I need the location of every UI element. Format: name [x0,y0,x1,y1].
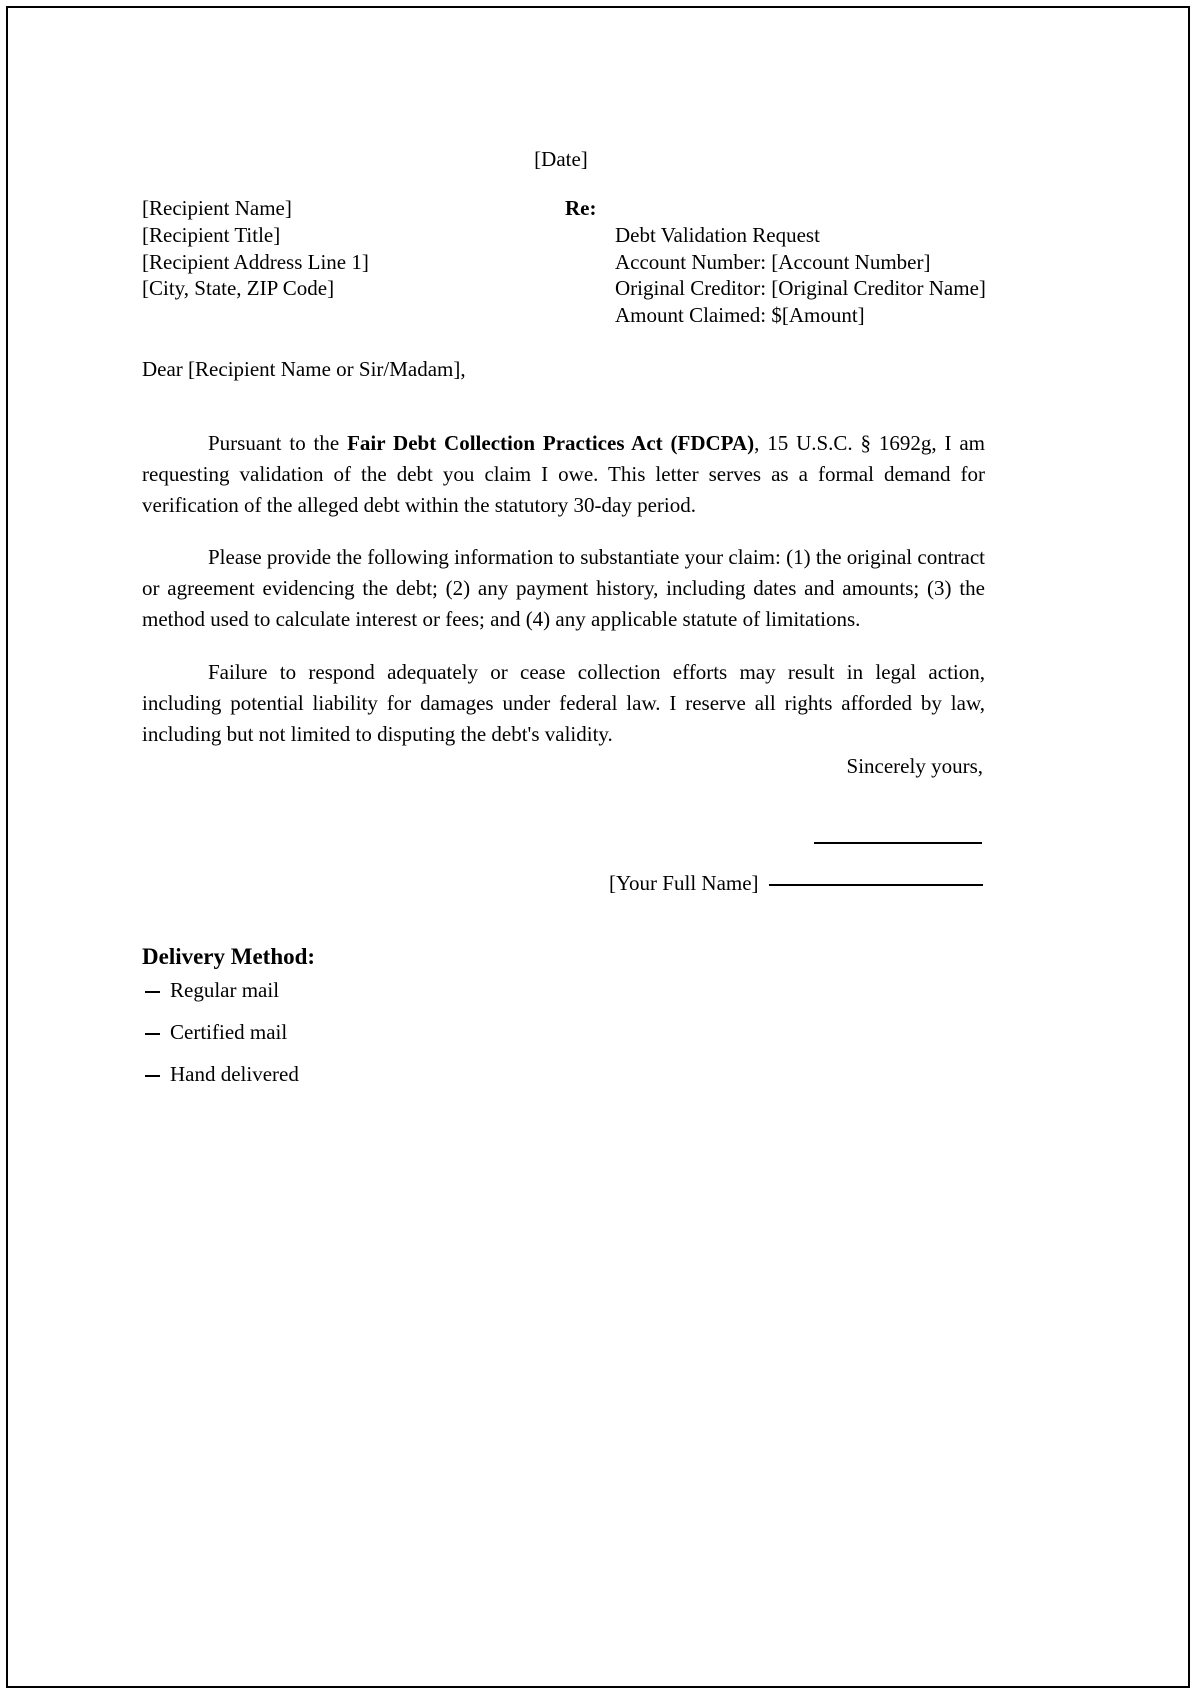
subject-line-account-number: Account Number: [Account Number] [615,249,931,274]
checkbox-dash-icon[interactable] [145,1033,160,1035]
checkbox-dash-icon[interactable] [145,991,160,993]
paragraph-1-rest: , 15 U.S.C. § 1692g, I am requesting validation of the debt you claim I owe. This letter serves as a formal demand for verification of the alleged debt within the statutory 30-day period. [142,431,985,517]
delivery-method-heading: Delivery Method: [142,944,316,969]
subject-line-amount-claimed: Amount Claimed: $[Amount] [615,303,865,328]
recipient-address-block [142,195,542,302]
delivery-method-list [142,976,642,1102]
body-paragraph-3: Failure to respond adequately or cease collection efforts may result in legal action, including potential liability for damages under federal law. I reserve all rights afforded by law, including but not limited to disputing the debt's validity. [142,660,985,746]
body-paragraph-1 [142,428,985,520]
body-paragraph-2: Please provide the following information to substantiate your claim: (1) the original contract or agreement evidencing the debt; (2) any payment history, including dates and amounts; (3) the method used to calculate interest or fees; and (4) any applicable statute of limitations. [142,545,985,631]
delivery-option-regular-mail[interactable] [142,976,642,1018]
date-placeholder: [Date] [534,147,588,171]
signature-line-upper [814,842,982,844]
recipient-name: [Recipient Name] [142,196,292,220]
signature-name-row [609,869,983,899]
subject-line-original-creditor: Original Creditor: [Original Creditor Name] [615,276,986,301]
valediction: Sincerely yours, [846,754,983,778]
subject-block [615,222,995,329]
subject-line-request: Debt Validation Request [615,222,820,247]
delivery-option-label: Certified mail [170,1020,288,1044]
recipient-address-line-1: [Recipient Address Line 1] [142,249,369,274]
fdcpa-act-name: Fair Debt Collection Practices Act (FDCPA) [347,431,755,455]
salutation: Dear [Recipient Name or Sir/Madam], [142,357,466,381]
subject-label: Re: [565,196,597,220]
signature-line-lower [769,884,983,886]
letter-header [137,195,985,345]
signature-name-placeholder: [Your Full Name] [609,871,759,895]
recipient-title: [Recipient Title] [142,222,281,247]
delivery-option-label: Regular mail [170,978,280,1002]
paragraph-1-lead: Pursuant to the [208,431,348,455]
checkbox-dash-icon[interactable] [145,1075,160,1077]
document-page [6,6,1190,1688]
delivery-option-certified-mail[interactable] [142,1018,642,1060]
delivery-option-label: Hand delivered [170,1062,299,1086]
delivery-option-hand-delivered[interactable] [142,1060,642,1102]
recipient-city-state-zip: [City, State, ZIP Code] [142,276,335,301]
